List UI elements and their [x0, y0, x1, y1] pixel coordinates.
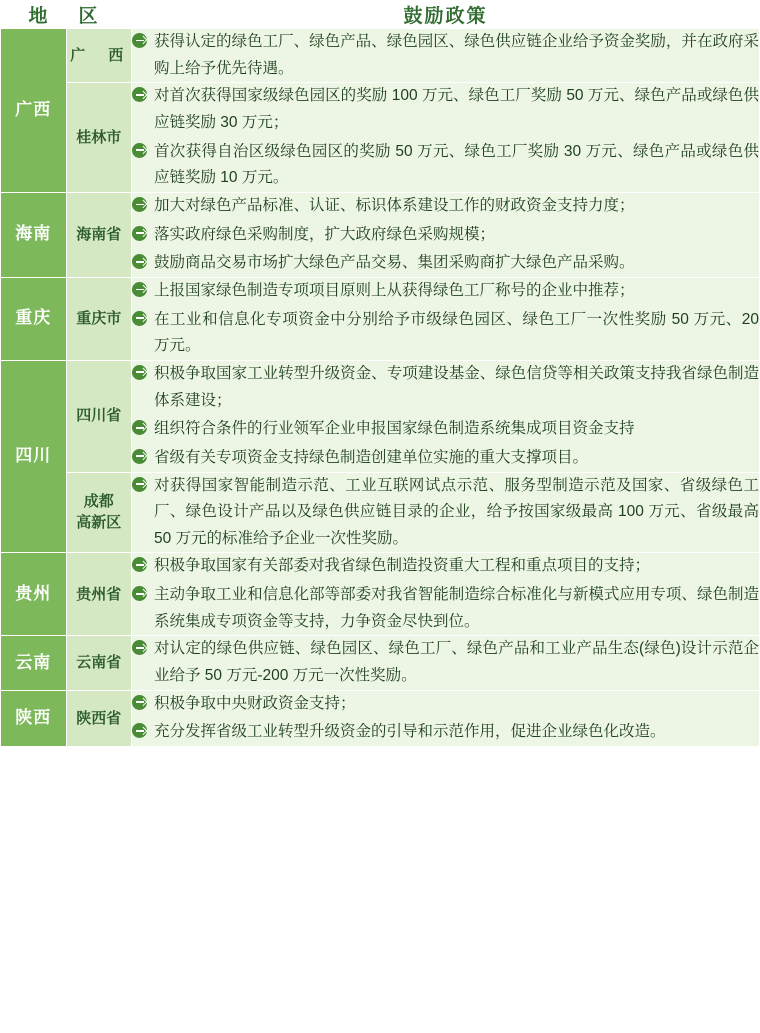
subregion-cell — [66, 277, 132, 360]
policy-item — [132, 29, 759, 82]
table-row — [1, 690, 760, 746]
policy-item — [132, 83, 759, 136]
policy-item — [132, 553, 759, 580]
policy-item-text: 对获得国家智能制造示范、工业互联网试点示范、服务型制造示范及国家、省级绿色工厂、绿色设计产品以及绿色供应链目录的企业，给予按国家级最高 100 万元、省级最高 50 万元的标准给予企业一次性奖励。 — [154, 476, 759, 547]
check-circle-icon — [132, 449, 147, 464]
subregion-label-line: 广 西 — [70, 46, 128, 64]
province-cell: 贵州 — [1, 553, 67, 636]
policy-item — [132, 691, 759, 718]
subregion-label-line: 云南省 — [76, 654, 122, 672]
table-row — [1, 472, 760, 553]
policy-item-text: 对首次获得国家级绿色园区的奖励 100 万元、绿色工厂奖励 50 万元、绿色产品或绿色供应链奖励 30 万元； — [154, 87, 759, 131]
policy-item — [132, 416, 759, 443]
subregion-cell — [66, 636, 132, 690]
policy-item — [132, 582, 759, 635]
policy-cell — [132, 690, 760, 746]
check-circle-icon — [132, 365, 147, 380]
check-circle-icon — [132, 723, 147, 738]
check-circle-icon — [132, 143, 147, 158]
check-circle-icon — [132, 254, 147, 269]
check-circle-icon — [132, 33, 147, 48]
column-header-region-label: 地 区 — [28, 6, 104, 27]
province-cell: 重庆 — [1, 277, 67, 360]
province-cell: 四川 — [1, 360, 67, 553]
table-row — [1, 192, 760, 277]
subregion-label-line: 贵州省 — [76, 585, 122, 603]
column-header-policy — [132, 1, 760, 29]
subregion-cell — [66, 360, 132, 472]
table-body — [1, 29, 760, 747]
policy-item-text: 充分发挥省级工业转型升级资金的引导和示范作用，促进企业绿色化改造。 — [154, 723, 666, 741]
policy-item-text: 在工业和信息化专项资金中分别给予市级绿色园区、绿色工厂一次性奖励 50 万元、20 万元。 — [154, 310, 759, 355]
check-circle-icon — [132, 226, 147, 241]
check-circle-icon — [132, 640, 147, 655]
policy-item — [132, 139, 759, 192]
subregion-label-line: 桂林市 — [76, 128, 122, 146]
policy-item — [132, 278, 759, 305]
subregion-label-line: 四川省 — [76, 407, 122, 425]
column-header-region — [1, 1, 132, 29]
check-circle-icon — [132, 282, 147, 297]
policy-cell — [132, 472, 760, 553]
policy-item-text: 组织符合条件的行业领军企业申报国家绿色制造系统集成项目资金支持 — [154, 420, 635, 438]
table-row — [1, 553, 760, 636]
table-row — [1, 360, 760, 472]
policy-item-text: 对认定的绿色供应链、绿色园区、绿色工厂、绿色产品和工业产品生态(绿色)设计示范企业给予 50 万元-200 万元一次性奖励。 — [154, 640, 759, 685]
check-circle-icon — [132, 557, 147, 572]
subregion-label-line: 海南省 — [76, 226, 122, 244]
subregion-cell — [66, 690, 132, 746]
policy-item — [132, 445, 759, 472]
policy-cell — [132, 83, 760, 193]
subregion-cell — [66, 83, 132, 193]
subregion-label-line: 重庆市 — [76, 310, 122, 328]
policy-cell — [132, 192, 760, 277]
policy-item-text: 省级有关专项资金支持绿色制造创建单位实施的重大支撑项目。 — [154, 448, 589, 466]
table-row — [1, 636, 760, 690]
check-circle-icon — [132, 420, 147, 435]
province-cell: 海南 — [1, 192, 67, 277]
policy-cell — [132, 29, 760, 83]
policy-item-text: 积极争取国家工业转型升级资金、专项建设基金、绿色信贷等相关政策支持我省绿色制造体系建设； — [154, 364, 759, 409]
subregion-cell — [66, 472, 132, 553]
policy-item-text: 首次获得自治区级绿色园区的奖励 50 万元、绿色工厂奖励 30 万元、绿色产品或绿色供应链奖励 10 万元。 — [154, 142, 759, 187]
policy-item-text: 加大对绿色产品标准、认证、标识体系建设工作的财政资金支持力度； — [154, 196, 635, 214]
check-circle-icon — [132, 87, 147, 102]
policy-item-text: 上报国家绿色制造专项项目原则上从获得绿色工厂称号的企业中推荐； — [154, 281, 635, 299]
policy-item — [132, 193, 759, 220]
policy-item-text: 获得认定的绿色工厂、绿色产品、绿色园区、绿色供应链企业给予资金奖励，并在政府采购上给予优先待遇。 — [154, 33, 759, 77]
policy-item — [132, 719, 759, 746]
subregion-cell — [66, 29, 132, 83]
policy-cell — [132, 636, 760, 690]
policy-item — [132, 361, 759, 414]
policy-item-text: 主动争取工业和信息化部等部委对我省智能制造综合标准化与新模式应用专项、绿色制造系统集成专项资金等支持，力争资金尽快到位。 — [154, 586, 759, 630]
province-cell: 广西 — [1, 29, 67, 193]
policy-item-text: 积极争取国家有关部委对我省绿色制造投资重大工程和重点项目的支持； — [154, 557, 651, 575]
policy-item — [132, 307, 759, 360]
policy-item-text: 积极争取中央财政资金支持； — [154, 694, 356, 712]
subregion-label-line: 高新区 — [76, 514, 122, 532]
subregion-cell — [66, 553, 132, 636]
policy-item — [132, 250, 759, 277]
policy-item — [132, 636, 759, 689]
policy-cell — [132, 553, 760, 636]
table-row — [1, 277, 760, 360]
province-cell: 陕西 — [1, 690, 67, 746]
policy-item-text: 鼓励商品交易市场扩大绿色产品交易、集团采购商扩大绿色产品采购。 — [154, 254, 635, 272]
policy-item-text: 落实政府绿色采购制度，扩大政府绿色采购规模； — [154, 225, 496, 243]
table-header-row — [1, 1, 760, 29]
check-circle-icon — [132, 197, 147, 212]
table-header — [1, 1, 760, 29]
table-row — [1, 83, 760, 193]
check-circle-icon — [132, 477, 147, 492]
check-circle-icon — [132, 311, 147, 326]
column-header-policy-label: 鼓励政策 — [403, 6, 488, 27]
check-circle-icon — [132, 586, 147, 601]
policy-item — [132, 222, 759, 249]
province-cell: 云南 — [1, 636, 67, 690]
subregion-cell — [66, 192, 132, 277]
table-row — [1, 29, 760, 83]
policy-cell — [132, 360, 760, 472]
subregion-label-line: 成都 — [83, 492, 114, 510]
subregion-label-line: 陕西省 — [76, 709, 122, 727]
policy-cell — [132, 277, 760, 360]
check-circle-icon — [132, 695, 147, 710]
policy-item — [132, 473, 759, 553]
